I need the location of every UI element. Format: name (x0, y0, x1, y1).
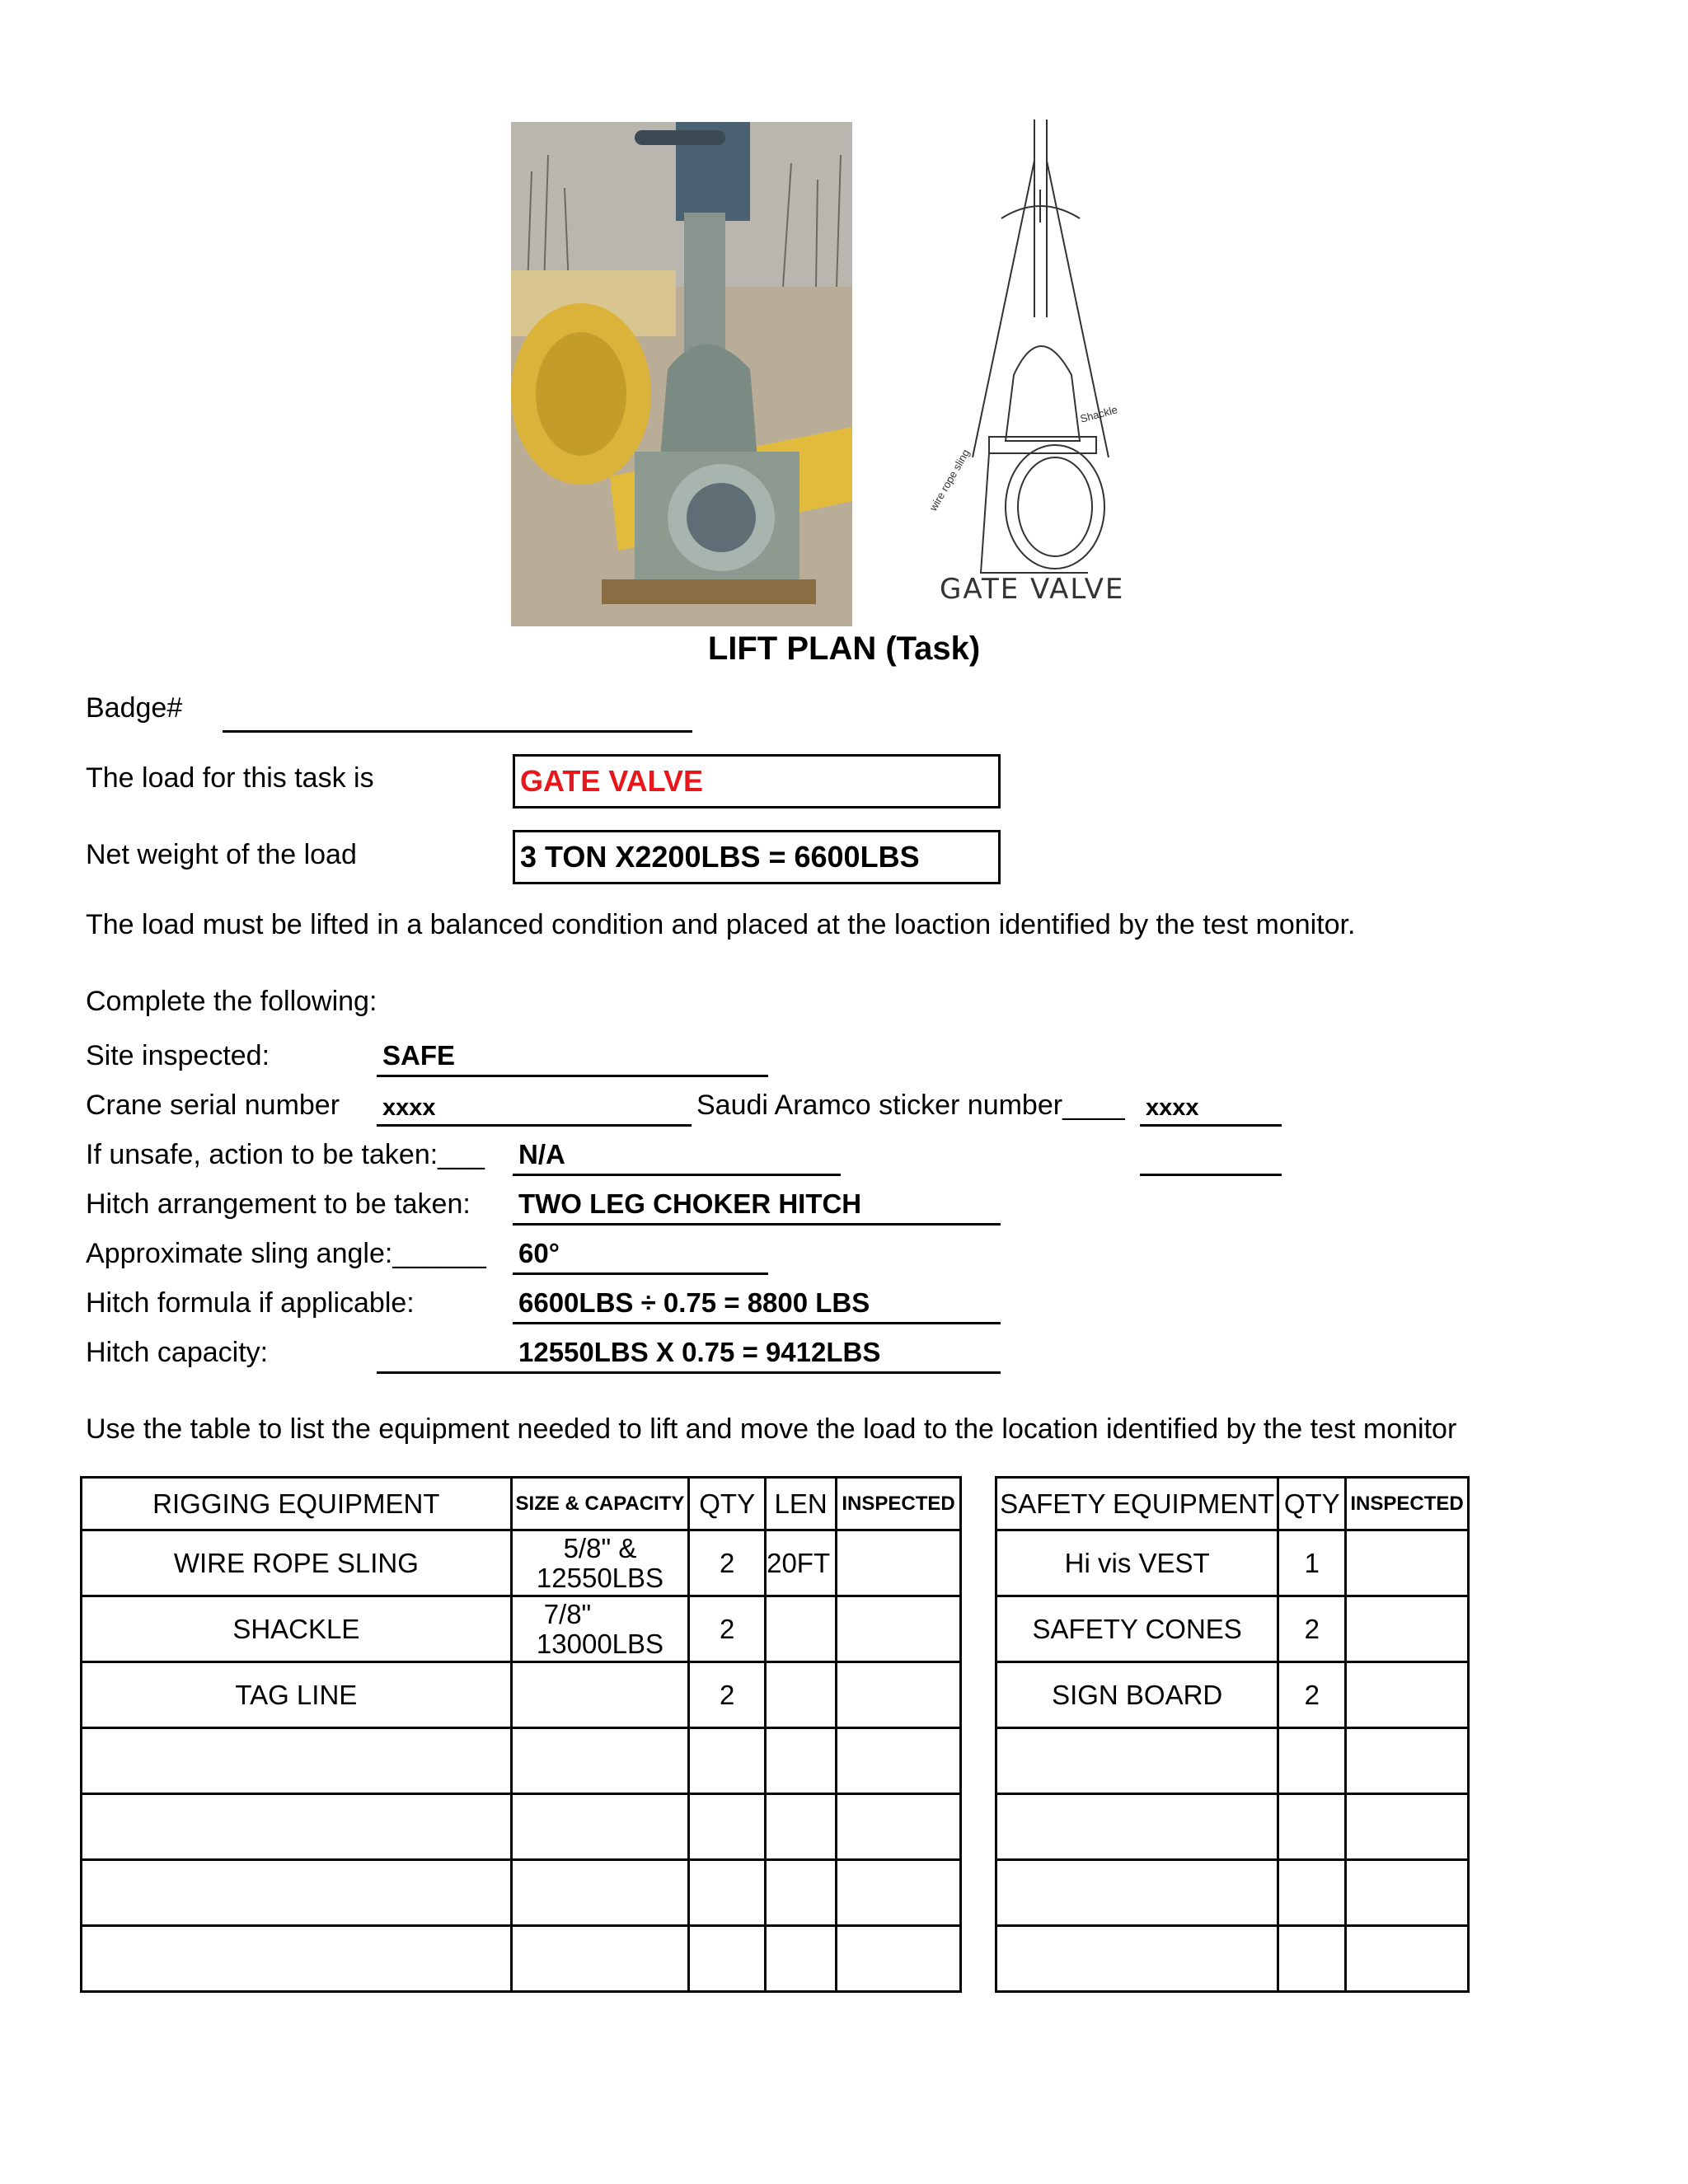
aramco-sticker-label: Saudi Aramco sticker number____ (696, 1090, 1125, 1121)
hitch-arrangement-value: TWO LEG CHOKER HITCH (518, 1188, 862, 1219)
gate-valve-photo (511, 122, 852, 626)
rigging-qty[interactable]: 2 (689, 1596, 766, 1662)
rigging-header-row (82, 1478, 961, 1530)
safety-qty[interactable] (1278, 1860, 1346, 1926)
rigging-size[interactable] (511, 1662, 689, 1728)
rigging-inspected[interactable] (837, 1926, 961, 1992)
rigging-len[interactable] (766, 1728, 837, 1794)
site-inspected-value: SAFE (382, 1040, 456, 1071)
sketch-annotation-sling: wire rope sling (926, 447, 973, 513)
safety-qty[interactable]: 2 (1278, 1596, 1346, 1662)
safety-item[interactable]: SAFETY CONES (996, 1596, 1278, 1662)
safety-item[interactable]: Hi vis VEST (996, 1530, 1278, 1596)
safety-item[interactable] (996, 1728, 1278, 1794)
gate-valve-sketch (923, 111, 1170, 622)
safety-item[interactable] (996, 1794, 1278, 1860)
table-row (996, 1926, 1469, 1992)
rigging-size[interactable] (511, 1530, 689, 1596)
rigging-table (80, 1476, 962, 1993)
rigging-size[interactable] (511, 1860, 689, 1926)
table-row (82, 1926, 961, 1992)
crane-serial-value: xxxx (382, 1094, 436, 1121)
sling-angle-field[interactable] (513, 1236, 768, 1275)
safety-inspected[interactable] (1346, 1728, 1469, 1794)
table-row (82, 1794, 961, 1860)
net-weight-value: 3 TON X2200LBS = 6600LBS (520, 840, 920, 874)
rigging-item[interactable]: WIRE ROPE SLING (82, 1530, 512, 1596)
safety-inspected[interactable] (1346, 1530, 1469, 1596)
rigging-qty[interactable] (689, 1860, 766, 1926)
page-title: LIFT PLAN (Task) (707, 630, 981, 667)
rigging-size-line2: 13000LBS (536, 1628, 664, 1659)
net-weight-label: Net weight of the load (86, 839, 357, 870)
rigging-qty[interactable] (689, 1926, 766, 1992)
rigging-qty[interactable]: 2 (689, 1662, 766, 1728)
rigging-item[interactable] (82, 1794, 512, 1860)
rigging-size-line1: 5/8" & (563, 1532, 637, 1563)
crane-serial-label: Crane serial number (86, 1090, 340, 1121)
safety-item[interactable]: SIGN BOARD (996, 1662, 1278, 1728)
safety-header-qty: QTY (1278, 1478, 1346, 1530)
unsafe-action-label: If unsafe, action to be taken:___ (86, 1139, 485, 1170)
rigging-item[interactable]: TAG LINE (82, 1662, 512, 1728)
aramco-sticker-field[interactable] (1140, 1088, 1282, 1127)
aramco-sticker-value: xxxx (1146, 1094, 1199, 1121)
table-row (82, 1662, 961, 1728)
rigging-header-qty: QTY (689, 1478, 766, 1530)
table-row (82, 1728, 961, 1794)
table-row (82, 1860, 961, 1926)
hitch-capacity-value: 12550LBS X 0.75 = 9412LBS (518, 1337, 881, 1367)
safety-item[interactable] (996, 1926, 1278, 1992)
table-row (996, 1860, 1469, 1926)
table-row (996, 1596, 1469, 1662)
unsafe-action-field[interactable] (513, 1137, 841, 1176)
safety-item[interactable] (996, 1860, 1278, 1926)
hitch-arrangement-field[interactable] (513, 1187, 1001, 1226)
safety-inspected[interactable] (1346, 1596, 1469, 1662)
rigging-len[interactable] (766, 1662, 837, 1728)
load-value: GATE VALVE (520, 764, 704, 798)
rigging-inspected[interactable] (837, 1860, 961, 1926)
table-instruction: Use the table to list the equipment needed to lift and move the load to the location identified by the test monitor (86, 1413, 1457, 1445)
rigging-qty[interactable] (689, 1728, 766, 1794)
site-inspected-label: Site inspected: (86, 1040, 270, 1071)
rigging-size[interactable] (511, 1926, 689, 1992)
table-row (996, 1794, 1469, 1860)
hitch-capacity-label: Hitch capacity: (86, 1337, 269, 1368)
rigging-inspected[interactable] (837, 1794, 961, 1860)
rigging-size[interactable] (511, 1728, 689, 1794)
rigging-inspected[interactable] (837, 1728, 961, 1794)
rigging-qty[interactable]: 2 (689, 1530, 766, 1596)
unsafe-action-value: N/A (518, 1139, 565, 1169)
rigging-len[interactable] (766, 1596, 837, 1662)
load-box[interactable] (513, 754, 1001, 808)
sketch-annotation-shackle: Shackle (1078, 403, 1119, 425)
rigging-len[interactable] (766, 1794, 837, 1860)
rigging-header-inspected: INSPECTED (837, 1478, 961, 1530)
table-row (996, 1728, 1469, 1794)
rigging-header-size: SIZE & CAPACITY (511, 1478, 689, 1530)
rigging-inspected[interactable] (837, 1530, 961, 1596)
hitch-formula-value: 6600LBS ÷ 0.75 = 8800 LBS (518, 1287, 870, 1318)
hitch-formula-field[interactable] (513, 1286, 1001, 1324)
sketch-label: GATE VALVE (940, 573, 1125, 606)
rigging-size[interactable] (511, 1596, 689, 1662)
table-row (996, 1662, 1469, 1728)
rigging-item[interactable]: SHACKLE (82, 1596, 512, 1662)
rigging-header-equipment: RIGGING EQUIPMENT (82, 1478, 512, 1530)
aramco-sticker-extra-line[interactable] (1140, 1137, 1282, 1176)
safety-inspected[interactable] (1346, 1794, 1469, 1860)
safety-inspected[interactable] (1346, 1662, 1469, 1728)
sling-angle-label: Approximate sling angle:______ (86, 1238, 486, 1269)
safety-qty[interactable] (1278, 1728, 1346, 1794)
instruction-text: The load must be lifted in a balanced condition and placed at the loaction identified by the test monitor. (86, 909, 1356, 940)
complete-heading: Complete the following: (86, 986, 377, 1017)
safety-qty[interactable]: 2 (1278, 1662, 1346, 1728)
rigging-header-len: LEN (766, 1478, 837, 1530)
rigging-item[interactable] (82, 1860, 512, 1926)
rigging-inspected[interactable] (837, 1596, 961, 1662)
sling-angle-value: 60° (518, 1238, 560, 1268)
hitch-capacity-field[interactable] (377, 1335, 1001, 1374)
safety-header-row (996, 1478, 1469, 1530)
hitch-arrangement-label: Hitch arrangement to be taken: (86, 1188, 471, 1220)
site-inspected-field[interactable] (377, 1038, 768, 1077)
hitch-formula-label: Hitch formula if applicable: (86, 1287, 415, 1319)
safety-header-equipment: SAFETY EQUIPMENT (996, 1478, 1278, 1530)
crane-serial-field[interactable] (377, 1088, 692, 1127)
table-row (82, 1530, 961, 1596)
table-row (996, 1530, 1469, 1596)
table-row (82, 1596, 961, 1662)
safety-qty[interactable] (1278, 1794, 1346, 1860)
safety-qty[interactable] (1278, 1926, 1346, 1992)
load-label: The load for this task is (86, 762, 374, 794)
rigging-len[interactable]: 20FT (766, 1530, 837, 1596)
rigging-len[interactable] (766, 1926, 837, 1992)
safety-header-inspected: INSPECTED (1346, 1478, 1469, 1530)
rigging-item[interactable] (82, 1926, 512, 1992)
rigging-qty[interactable] (689, 1794, 766, 1860)
rigging-item[interactable] (82, 1728, 512, 1794)
safety-inspected[interactable] (1346, 1860, 1469, 1926)
rigging-len[interactable] (766, 1860, 837, 1926)
safety-qty[interactable]: 1 (1278, 1530, 1346, 1596)
safety-inspected[interactable] (1346, 1926, 1469, 1992)
badge-label: Badge# (86, 692, 183, 724)
safety-table (995, 1476, 1470, 1993)
rigging-inspected[interactable] (837, 1662, 961, 1728)
rigging-size-line2: 12550LBS (536, 1562, 664, 1593)
rigging-size-line1: 7/8" (543, 1598, 592, 1629)
rigging-size[interactable] (511, 1794, 689, 1860)
badge-field[interactable] (223, 701, 692, 733)
net-weight-box[interactable] (513, 830, 1001, 884)
